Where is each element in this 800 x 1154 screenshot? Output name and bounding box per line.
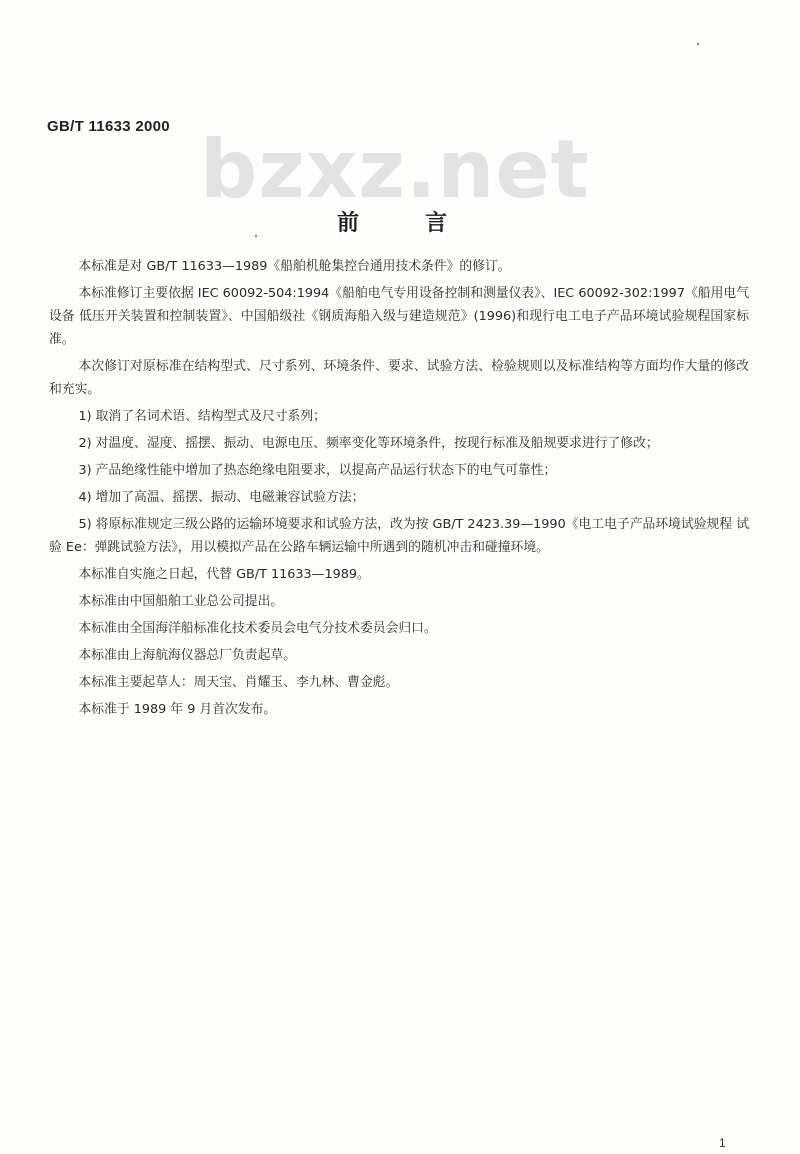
paragraph: 本标准由上海航海仪器总厂负责起草。 bbox=[78, 648, 296, 663]
paragraph: 本标准由全国海洋船标准化技术委员会电气分技术委员会归口。 bbox=[78, 621, 437, 636]
page-number: 1 bbox=[719, 1136, 726, 1150]
section-title-foreword: 前言 bbox=[337, 211, 514, 236]
paragraph: 本标准由中国船舶工业总公司提出。 bbox=[78, 594, 284, 609]
paragraph: 本次修订对原标准在结构型式、尺寸系列、环境条件、要求、试验方法、检验规则以及标准结构等方面均作大量的修改和充实。 bbox=[49, 359, 749, 397]
paragraph: 本标准自实施之日起，代替 GB/T 11633—1989。 bbox=[78, 567, 370, 582]
paragraph: 本标准修订主要依据 IEC 60092-504:1994《船舶电气专用设备控制和测量仪表》、IEC 60092-302:1997《船用电气设备 低压开关装置和控制装置》、中国船级社《钢质海船入级与建造规范》(1996)和现行电工电子产品环境试验规程国家标准。 bbox=[49, 286, 749, 347]
scan-speck bbox=[697, 43, 699, 45]
list-item: 3) 产品绝缘性能中增加了热态绝缘电阻要求，以提高产品运行状态下的电气可靠性； bbox=[78, 463, 557, 478]
paragraph: 本标准于 1989 年 9 月首次发布。 bbox=[78, 702, 277, 717]
list-item: 1) 取消了名词术语、结构型式及尺寸系列； bbox=[78, 409, 326, 424]
scan-speck bbox=[255, 235, 257, 237]
list-item: 2) 对温度、湿度、摇摆、振动、电源电压、频率变化等环境条件，按现行标准及船规要求进行了修改； bbox=[78, 436, 659, 451]
document-id-header: GB/T 11633 2000 bbox=[47, 118, 170, 135]
paragraph: 本标准是对 GB/T 11633—1989《船舶机舱集控台通用技术条件》的修订。 bbox=[78, 259, 511, 274]
list-item: 5) 将原标准规定三级公路的运输环境要求和试验方法，改为按 GB/T 2423.39—1990《电工电子产品环境试验规程 试验 Ee：弹跳试验方法》，用以模拟产品在公路车辆运输中所遇到的随机冲击和碰撞环境。 bbox=[49, 517, 749, 555]
paragraph: 本标准主要起草人：周天宝、肖耀玉、李九林、曹金彪。 bbox=[78, 675, 399, 690]
watermark: bzxz.net bbox=[200, 123, 590, 216]
list-item: 4) 增加了高温、摇摆、振动、电磁兼容试验方法； bbox=[78, 490, 365, 505]
foreword-body bbox=[49, 255, 749, 725]
